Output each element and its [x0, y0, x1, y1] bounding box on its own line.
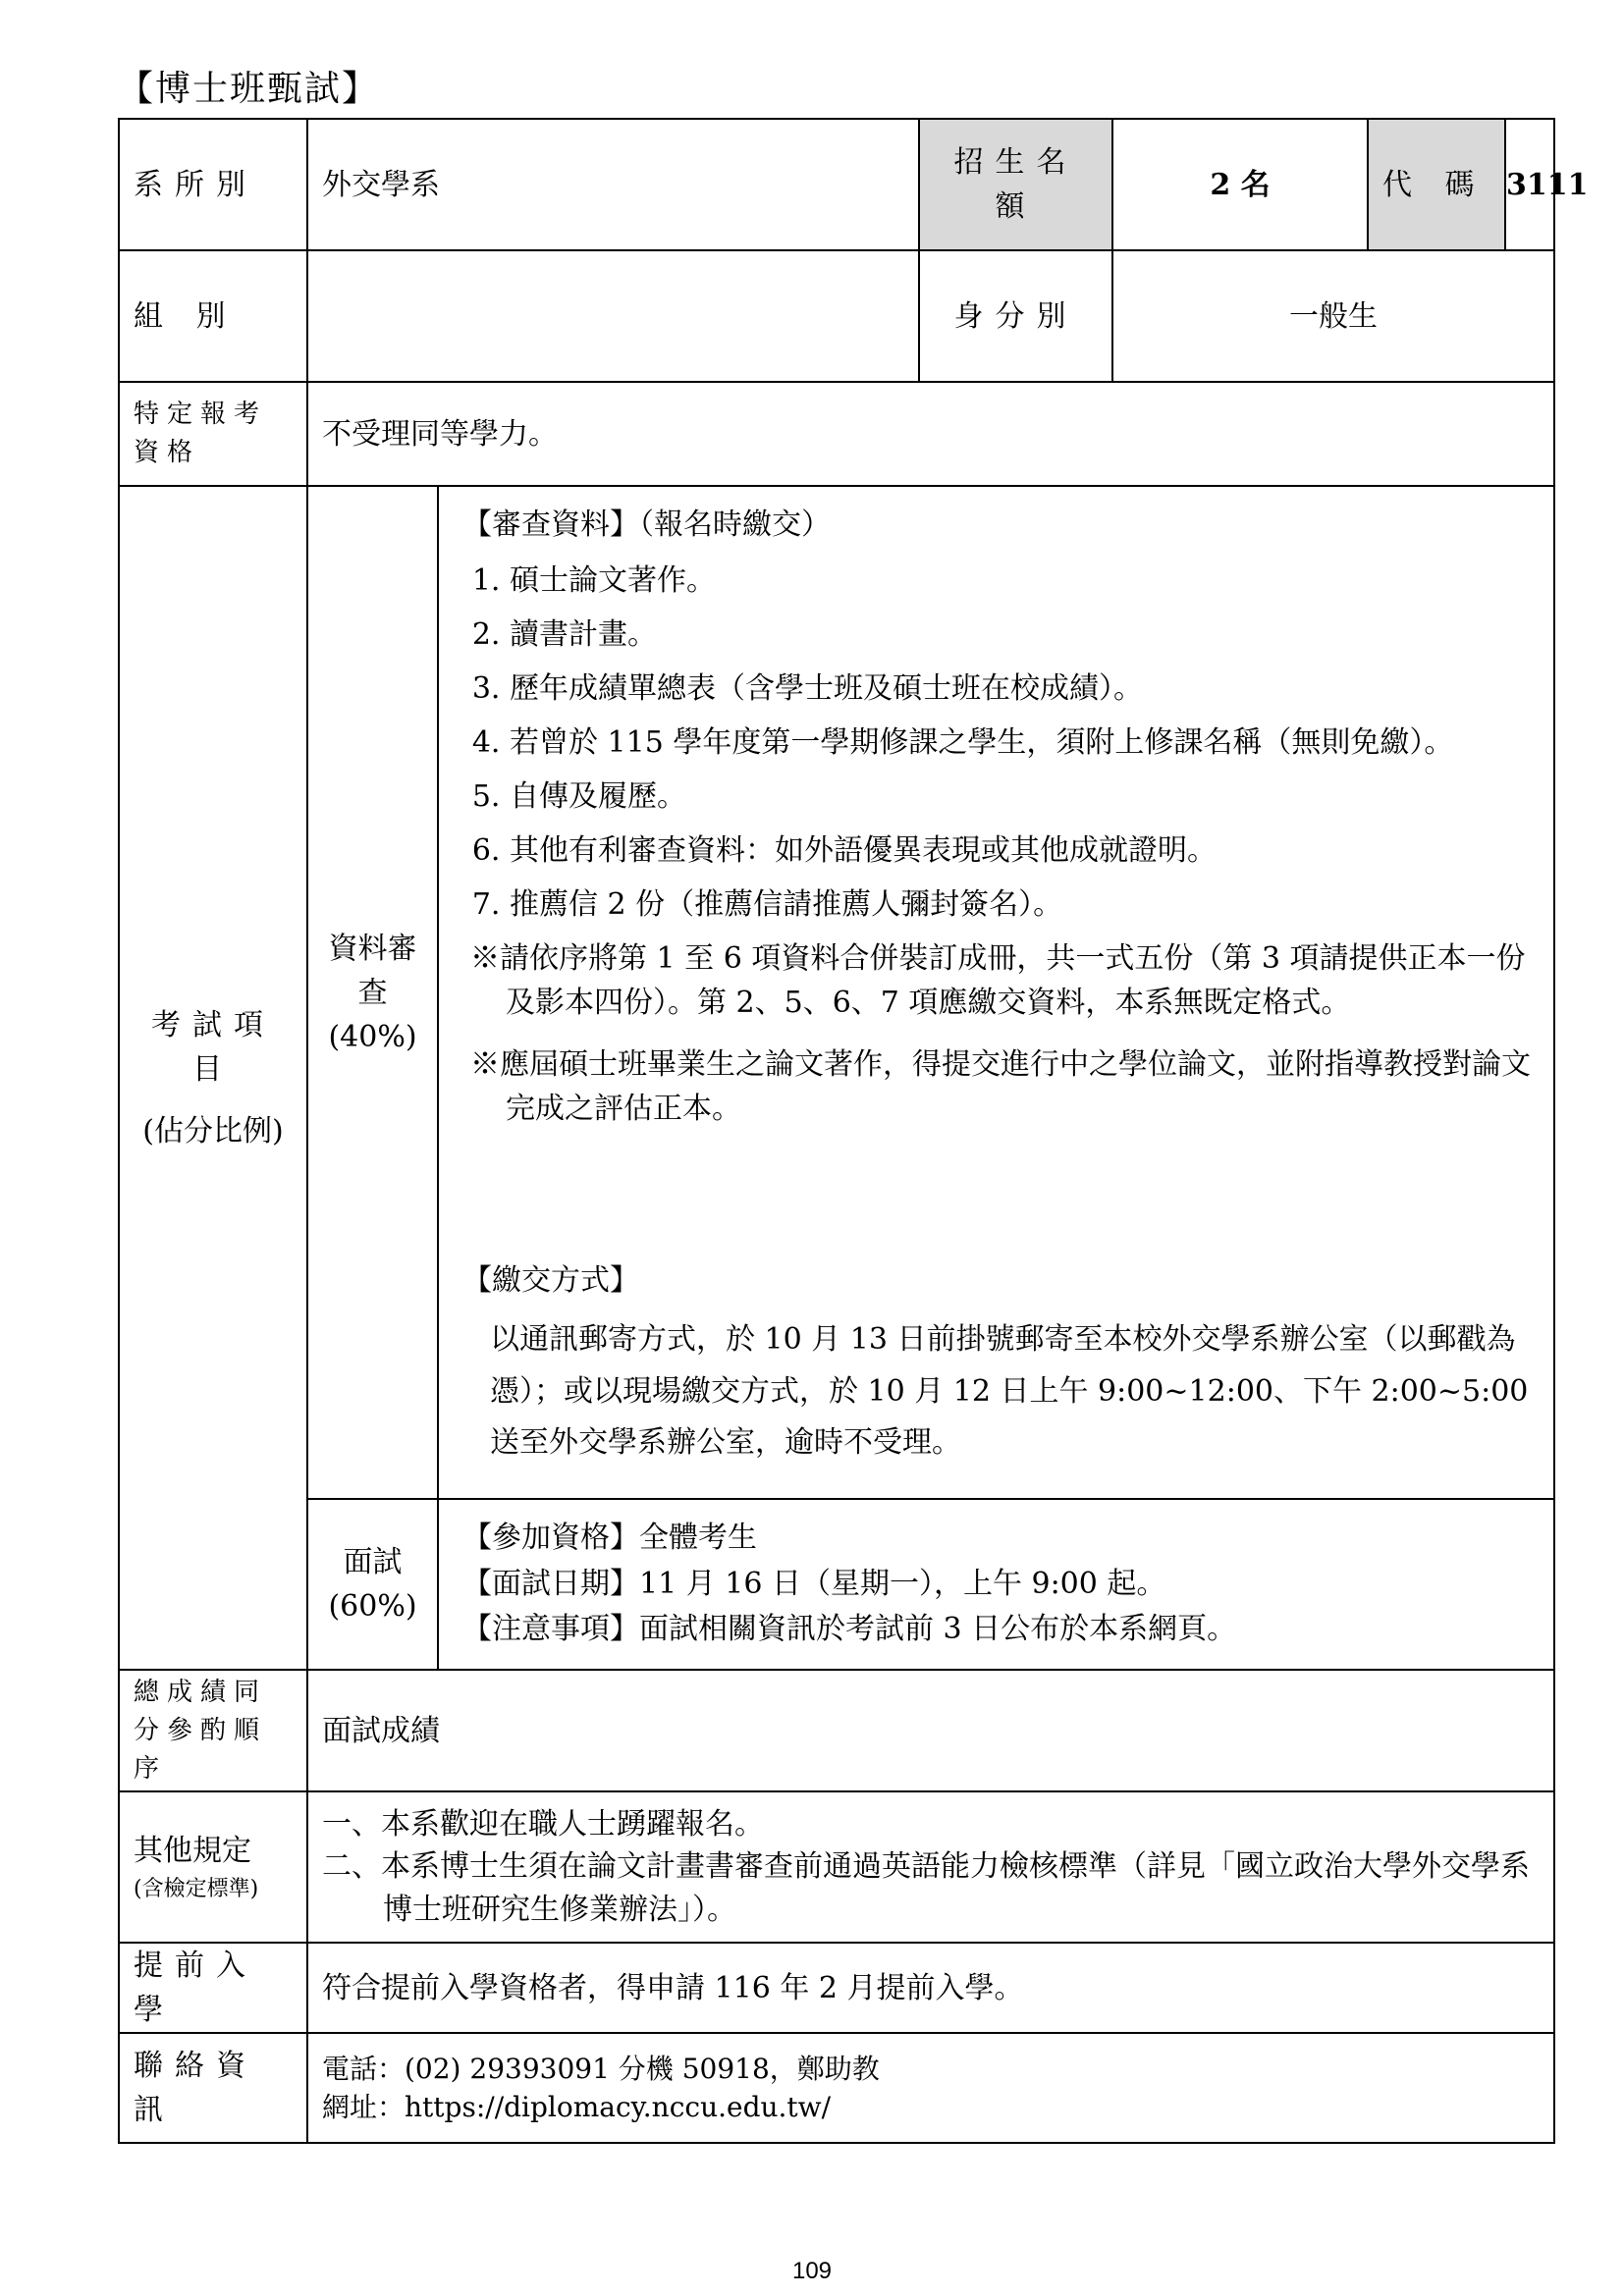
other-label-cell [119, 1791, 307, 1943]
list-item: 2. 讀書計畫。 [510, 613, 1540, 657]
list-item: 1. 碩士論文著作。 [510, 559, 1540, 603]
review-label-cell [307, 486, 438, 1499]
list-item: 4. 若曾於 115 學年度第一學期修課之學生，須附上修課名稱（無則免繳）。 [510, 721, 1540, 765]
identity-value: 一般生 [1112, 250, 1554, 382]
review-label: 資料審查 [328, 931, 417, 1010]
list-item: 3. 歷年成績單總表（含學士班及碩士班在校成績）。 [510, 667, 1540, 711]
other-item-2: 二、本系博士生須在論文計畫書審查前通過英語能力檢核標準（詳見「國立政治大學外交學系博士班研究生修業辦法」）。 [322, 1849, 1530, 1927]
qualification-label: 特定報考資格 [119, 382, 307, 486]
contact-web: 網址：https://diplomacy.nccu.edu.tw/ [322, 2091, 832, 2123]
tiebreak-value: 面試成績 [307, 1670, 1554, 1791]
document-title: 【博士班甄試】 [118, 69, 380, 109]
interview-line-3: 【注意事項】面試相關資訊於考試前 3 日公布於本系網頁。 [462, 1612, 1237, 1647]
other-sublabel: (含檢定標準) [134, 1877, 259, 1901]
code-value: 3111 [1505, 119, 1554, 250]
pay-text: 以通訊郵寄方式，於 10 月 13 日前掛號郵寄至本校外交學系辦公室（以郵戳為憑）；或以現場繳交方式，於 10 月 12 日上午 9:00~12:00、下午 2:00~5:00 送至外交學系辦公室，逾時不受理。 [490, 1322, 1529, 1460]
contact-phone: 電話：(02) 29393091 分機 50918，鄭助教 [322, 2052, 880, 2085]
other-item-1: 一、本系歡迎在職人士踴躍報名。 [322, 1806, 764, 1842]
dept-value: 外交學系 [307, 119, 919, 250]
early-row [119, 1943, 1554, 2033]
early-value: 符合提前入學資格者，得申請 116 年 2 月提前入學。 [307, 1943, 1554, 2033]
group-value [307, 250, 919, 382]
list-item: 7. 推薦信 2 份（推薦信請推薦人彌封簽名）。 [510, 882, 1540, 927]
code-label: 代 碼 [1368, 119, 1505, 250]
identity-label: 身分別 [919, 250, 1112, 382]
interview-line-1: 【參加資格】全體考生 [462, 1521, 757, 1556]
review-note-1: ※請依序將第 1 至 6 項資料合併裝訂成冊，共一式五份（第 3 項請提供正本一份及影本四份）。第 2、5、6、7 項應繳交資料，本系無既定格式。 [470, 941, 1526, 1020]
review-content [438, 486, 1554, 1499]
group-row [119, 250, 1554, 382]
exam-label-cell [119, 486, 307, 1670]
exam-sublabel: (佔分比例) [142, 1113, 284, 1148]
header-row [119, 119, 1554, 250]
review-items [462, 559, 1540, 927]
contact-row [119, 2033, 1554, 2143]
other-content [307, 1791, 1554, 1943]
qualification-row [119, 382, 1554, 486]
other-row [119, 1791, 1554, 1943]
dept-label: 系所別 [119, 119, 307, 250]
qualification-value: 不受理同等學力。 [307, 382, 1554, 486]
admission-table [118, 118, 1589, 2144]
review-row [119, 486, 1554, 1499]
quota-label: 招生名額 [919, 119, 1112, 250]
early-label: 提前入學 [119, 1943, 307, 2033]
quota-value: 2 名 [1112, 119, 1368, 250]
interview-label-cell [307, 1499, 438, 1670]
list-item: 5. 自傳及履歷。 [510, 774, 1540, 819]
contact-content [307, 2033, 1554, 2143]
review-weight: (40%) [328, 1019, 417, 1054]
group-label: 組 別 [119, 250, 307, 382]
interview-label: 面試 [343, 1545, 403, 1579]
other-label: 其他規定 [134, 1834, 251, 1868]
review-note-2: ※應屆碩士班畢業生之論文著作，得提交進行中之學位論文，並附指導教授對論文完成之評估正本。 [470, 1047, 1531, 1126]
tiebreak-row [119, 1670, 1554, 1791]
interview-content [438, 1499, 1554, 1670]
exam-label: 考試項目 [151, 1007, 275, 1087]
list-item: 6. 其他有利審查資料：如外語優異表現或其他成就證明。 [510, 828, 1540, 873]
tiebreak-label: 總成績同分參酌順序 [119, 1670, 307, 1791]
interview-line-2: 【面試日期】11 月 16 日（星期一），上午 9:00 起。 [462, 1566, 1166, 1601]
interview-row [119, 1499, 1554, 1670]
interview-weight: (60%) [328, 1589, 417, 1624]
pay-heading: 【繳交方式】 [462, 1263, 639, 1298]
contact-label: 聯絡資訊 [119, 2033, 307, 2143]
review-heading: 【審查資料】（報名時繳交） [462, 507, 831, 542]
page-number: 109 [791, 2258, 833, 2284]
